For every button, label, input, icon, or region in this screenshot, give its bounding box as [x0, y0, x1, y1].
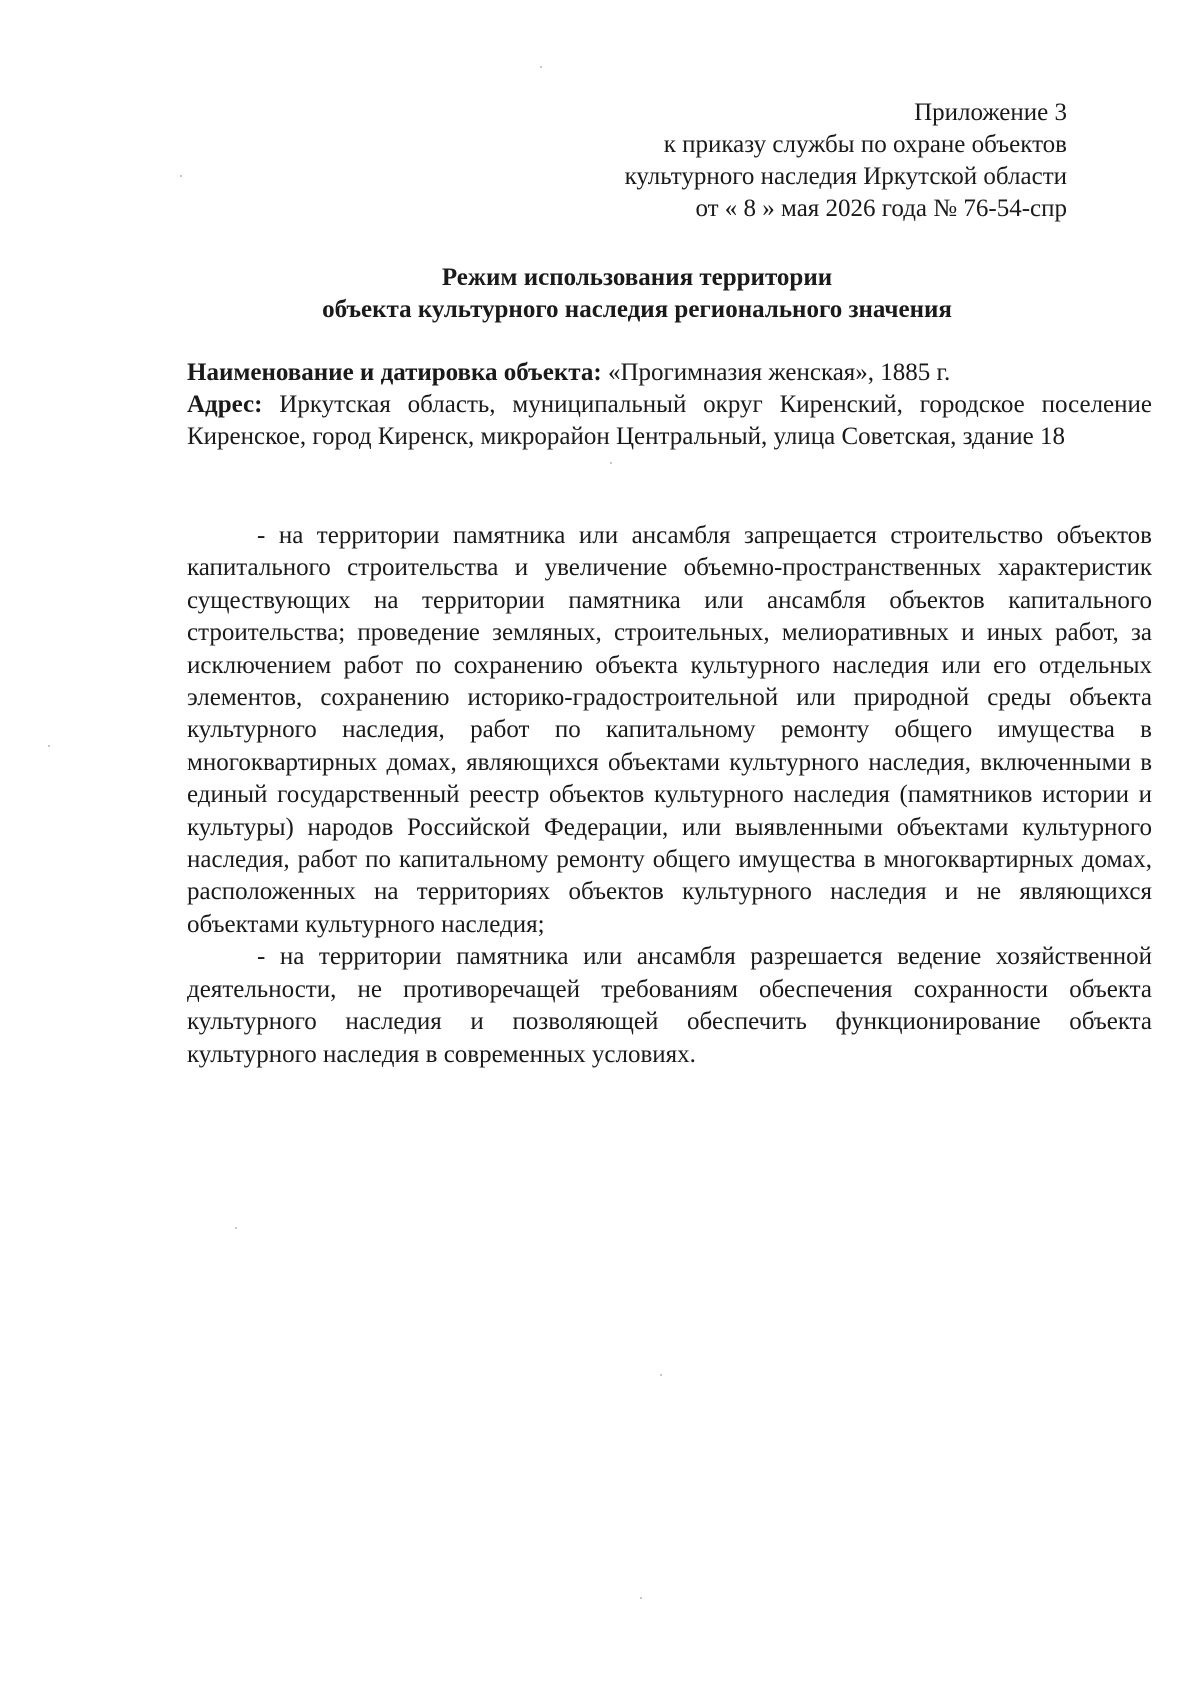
appendix-date-number: от « 8 » мая 2026 года № 76-54-спр	[695, 195, 1067, 222]
object-name-value: «Прогимназия женская», 1885 г.	[607, 359, 951, 386]
object-address-row	[187, 389, 1152, 453]
regime-text	[187, 520, 1152, 1071]
object-info	[187, 357, 1152, 453]
permission-paragraph: - на территории памятника или ансамбля разрешается ведение хозяйственной деятельности, не противоречащей требованиям обеспечения сохранности объекта культурного наследия и позволяющей обеспечить функционирование объекта культурного наследия в современных условиях.	[187, 943, 1152, 1068]
object-address-label: Адрес:	[187, 391, 263, 418]
title-line-1: Режим использования территории	[441, 264, 833, 291]
object-name-label: Наименование и датировка объекта:	[187, 359, 602, 386]
document-title	[187, 262, 1087, 326]
title-line-2: объекта культурного наследия регионального значения	[322, 296, 952, 323]
appendix-header	[625, 97, 1067, 225]
appendix-authority: культурного наследия Иркутской области	[624, 163, 1067, 190]
prohibition-paragraph: - на территории памятника или ансамбля запрещается строительство объектов капитального строительства и увеличение объемно-пространственных характеристик существующих на территории памятника или ансамбля объектов капитального строительства; проведение земляных, строительных, мелиоративных и иных работ, за исключением работ по сохранению объекта культурного наследия или его отдельных элементов, сохранению историко-градостроительной или природной среды объекта культурного наследия, работ по капитальному ремонту общего имущества в многоквартирных домах, являющихся объектами культурного наследия, включенными в единый государственный реестр объектов культурного наследия (памятников истории и культуры) народов Российской Федерации, или выявленными объектами культурного наследия, работ по капитальному ремонту общего имущества в многоквартирных домах, расположенных на территориях объектов культурного наследия и не являющихся объектами культурного наследия;	[187, 522, 1152, 938]
appendix-order-reference: к приказу службы по охране объектов	[663, 131, 1067, 158]
object-name-row	[187, 357, 1152, 389]
appendix-number: Приложение 3	[914, 99, 1067, 126]
object-address-value: Иркутская область, муниципальный округ Киренский, городское поселение Киренское, город Киренск, микрорайон Центральный, улица Советская, здание 18	[187, 391, 1153, 450]
